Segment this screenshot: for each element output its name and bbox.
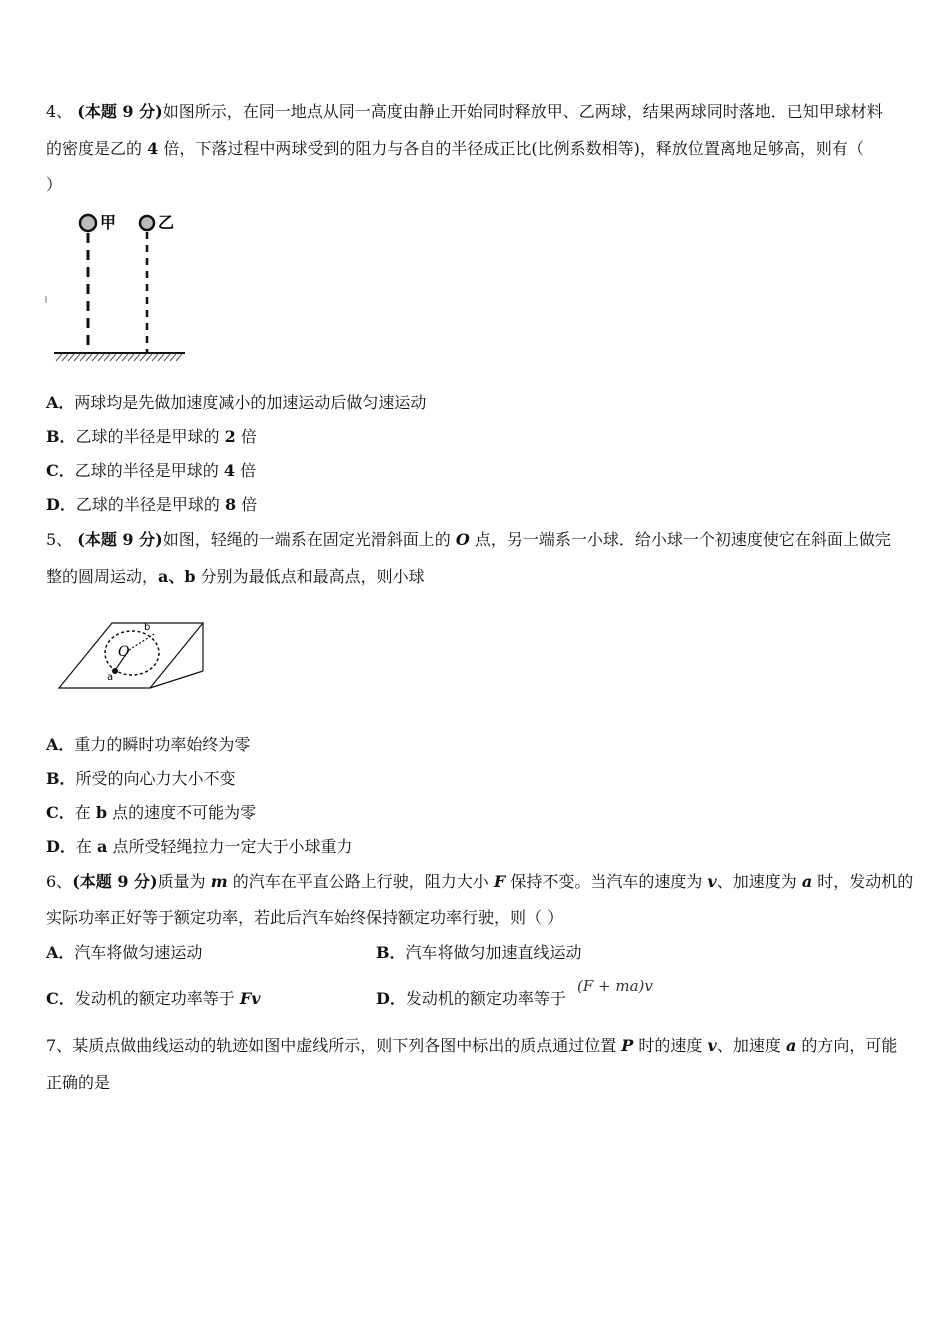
q5-stem-2a: 整的圆周运动， [46, 567, 159, 586]
option-key: A． [46, 943, 75, 962]
q5-option-b [46, 768, 236, 790]
option-var: Fv [239, 989, 261, 1008]
option-text: 在 [74, 803, 91, 822]
label-b: b [144, 622, 151, 633]
q5-option-a [46, 734, 250, 756]
label-jia: 甲 [100, 213, 117, 232]
q6-option-a [46, 942, 202, 964]
q4-option-d [46, 494, 257, 516]
q5-line-1 [46, 529, 891, 551]
option-key: B． [376, 943, 406, 962]
circular-path [105, 631, 159, 675]
option-var: a [97, 837, 108, 856]
option-num: 4 [223, 461, 235, 480]
q4-line-2 [46, 138, 864, 160]
q5-stem-2b: 分别为最低点和最高点，则小球 [200, 567, 425, 586]
option-text: 乙球的半径是甲球的 [75, 495, 220, 514]
option-key: D． [376, 989, 406, 1008]
option-text: 所受的向心力大小不变 [75, 769, 236, 788]
q4-line-1 [46, 101, 883, 123]
q5-option-c [46, 802, 256, 824]
ball-yi-icon [140, 216, 154, 230]
option-text: 发动机的额定功率等于 [74, 989, 235, 1008]
q4-line-3: ） [46, 175, 63, 194]
option-key: B． [46, 427, 76, 446]
option-text: 汽车将做匀速运动 [74, 943, 203, 962]
q4-option-a [46, 392, 426, 414]
q4-stem-1: 如图所示，在同一地点从同一高度由静止开始同时释放甲、乙两球，结果两球同时落地．已知甲球材料 [162, 102, 883, 121]
option-tail: 点所受轻绳拉力一定大于小球重力 [112, 837, 353, 856]
q5-var-ab: a、b [158, 567, 196, 586]
q6-text: 的汽车在平直公路上行驶，阻力大小 [232, 872, 489, 891]
option-var: b [95, 803, 108, 822]
option-num: 8 [225, 495, 237, 514]
q6-line-1 [46, 871, 913, 893]
option-text: 乙球的半径是甲球的 [74, 461, 219, 480]
option-tail: 倍 [241, 495, 258, 514]
q5-option-d [46, 836, 352, 858]
option-key: A． [46, 735, 75, 754]
label-o: O [118, 644, 130, 660]
q4-score: (本题 9 分) [77, 102, 163, 121]
q7-line-2: 正确的是 [46, 1073, 111, 1092]
q6-score: (本题 9 分) [72, 872, 158, 891]
q6-line-2: 实际功率正好等于额定功率，若此后汽车始终保持额定功率行驶，则（ ） [46, 908, 564, 927]
q6-option-b [376, 942, 582, 964]
option-text: 发动机的额定功率等于 [405, 989, 566, 1008]
q5-score: (本题 9 分) [77, 530, 163, 549]
q4-stem-2b: 倍，下落过程中两球受到的阻力与各自的半径成正比(比例系数相等)，释放位置离地足够高，则有（ [163, 139, 864, 158]
q7-text: 某质点做曲线运动的轨迹如图中虚线所示，则下列各图中标出的质点通过位置 [72, 1036, 617, 1055]
q6-var-f: F [493, 872, 506, 891]
q6-text: 保持不变。当汽车的速度为 [510, 872, 703, 891]
q7-var-a: a [785, 1036, 797, 1055]
q5-incline-figure [56, 616, 216, 696]
option-num: 2 [224, 427, 236, 446]
q7-number: 7、 [46, 1036, 73, 1055]
q6-option-d-formula: (F + ma)v [577, 977, 653, 995]
q4-number: 4、 [46, 102, 73, 121]
q6-option-c [46, 988, 261, 1010]
q5-stem-1a: 如图，轻绳的一端系在固定光滑斜面上的 [162, 530, 451, 549]
q7-line-1 [46, 1035, 897, 1057]
q7-text: 的方向，可能 [801, 1036, 898, 1055]
option-key: B． [46, 769, 76, 788]
option-key: C． [46, 461, 75, 480]
q4-figure [42, 206, 192, 366]
q5-line-2 [46, 566, 425, 588]
option-key: D． [46, 837, 76, 856]
option-text: 乙球的半径是甲球的 [75, 427, 220, 446]
q4-option-c [46, 460, 256, 482]
q7-text: 、加速度 [716, 1036, 781, 1055]
option-key: C． [46, 803, 75, 822]
label-yi: 乙 [158, 213, 175, 232]
label-a: a [107, 672, 114, 683]
q7-var-p: P [621, 1036, 634, 1055]
q4-stem-2-num: 4 [147, 139, 159, 158]
q4-stem-2a: 的密度是乙的 [46, 139, 143, 158]
option-tail: 倍 [240, 427, 257, 446]
q7-text: 时的速度 [638, 1036, 703, 1055]
option-tail: 倍 [240, 461, 257, 480]
q6-var-v: v [707, 872, 717, 891]
option-key: D． [46, 495, 76, 514]
option-text: 两球均是先做加速度减小的加速运动后做匀速运动 [74, 393, 427, 412]
option-text: 重力的瞬时功率始终为零 [74, 735, 251, 754]
q6-var-a: a [801, 872, 813, 891]
ground-hatch [56, 354, 182, 361]
q6-text: 质量为 [157, 872, 206, 891]
q6-text: 时，发动机的 [817, 872, 914, 891]
q7-var-v: v [707, 1036, 717, 1055]
q6-text: 、加速度为 [716, 872, 797, 891]
q5-stem-1b: 点，另一端系一小球．给小球一个初速度使它在斜面上做完 [474, 530, 891, 549]
ball-jia-icon [80, 215, 96, 231]
q5-var-o: O [455, 530, 470, 549]
q5-number: 5、 [46, 530, 73, 549]
q6-option-d [376, 988, 566, 1010]
q4-option-b [46, 426, 257, 448]
option-key: C． [46, 989, 75, 1008]
option-tail: 点的速度不可能为零 [112, 803, 257, 822]
option-text: 汽车将做匀加速直线运动 [405, 943, 582, 962]
option-text: 在 [75, 837, 92, 856]
q6-var-m: m [210, 872, 228, 891]
option-key: A． [46, 393, 75, 412]
q6-number: 6、 [46, 872, 73, 891]
